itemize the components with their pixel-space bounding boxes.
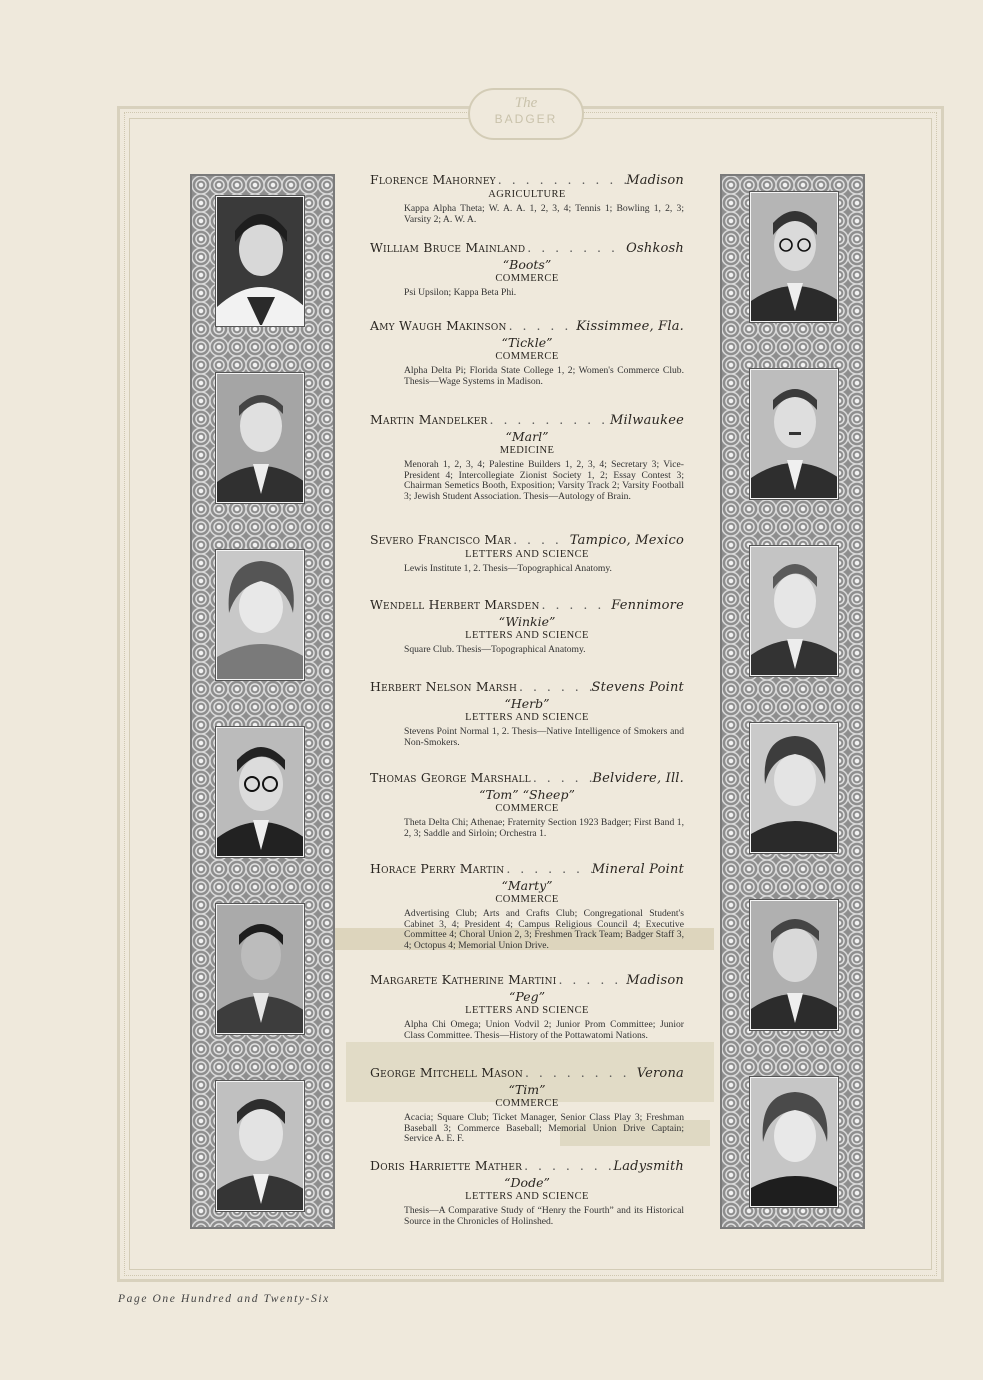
department: LETTERS AND SCIENCE [465, 712, 589, 723]
department: COMMERCE [495, 351, 559, 362]
nickname: “Winkie” [498, 614, 556, 629]
leader-dots [507, 318, 577, 333]
activities-text: Psi Upsilon; Kappa Beta Phi. [404, 287, 517, 298]
department: AGRICULTURE [488, 189, 566, 200]
student-name: Margarete Katherine Martini [370, 972, 557, 987]
portrait-photo-horace-martin [750, 546, 838, 676]
entry-heading [370, 770, 684, 786]
hometown: Tampico, Mexico [569, 533, 684, 548]
entry-heading [370, 972, 684, 988]
portrait-photo-margarete-martini [750, 723, 838, 853]
nickname: “Marty” [501, 878, 553, 893]
senior-entry [370, 972, 684, 1041]
department: COMMERCE [495, 1098, 559, 1109]
hometown: Madison [626, 973, 684, 988]
senior-entry [370, 679, 684, 748]
activities-text: Alpha Delta Pi; Florida State College 1, 2; Women's Commerce Club. Thesis—Wage Systems in Madison. [404, 365, 684, 387]
leader-dots [511, 532, 570, 547]
department: LETTERS AND SCIENCE [465, 1005, 589, 1016]
leader-dots [504, 861, 591, 876]
leader-dots [531, 770, 593, 785]
portrait-photo-doris-mather [750, 1077, 838, 1207]
senior-entry [370, 861, 684, 951]
department: MEDICINE [499, 445, 555, 456]
student-name: Wendell Herbert Marsden [370, 597, 540, 612]
activities-text: Square Club. Thesis—Topographical Anatomy. [404, 644, 586, 655]
student-name: George Mitchell Mason [370, 1065, 523, 1080]
badger-cartouche-logo [468, 88, 584, 140]
left-portrait-column [190, 174, 335, 1229]
portrait-photo-martin-mandelker [216, 727, 304, 857]
hometown: Oshkosh [626, 241, 684, 256]
nickname: “Tickle” [501, 335, 553, 350]
nickname: “Peg” [508, 989, 546, 1004]
nickname: “Tim” [508, 1082, 546, 1097]
hometown: Fennimore [611, 598, 684, 613]
entry-heading [370, 412, 684, 428]
nickname: “Boots” [502, 257, 552, 272]
senior-entry [370, 240, 684, 299]
senior-entry [370, 1158, 684, 1227]
leader-dots [488, 412, 611, 427]
entry-heading [370, 1065, 684, 1081]
senior-entry [370, 770, 684, 839]
senior-entry [370, 1065, 684, 1145]
student-name: Florence Mahorney [370, 172, 496, 187]
activities-text: Theta Delta Chi; Athenae; Fraternity Section 1923 Badger; First Band 1, 2, 3; Saddle and Sirloin; Orchestra 1. [404, 817, 684, 839]
entry-heading [370, 532, 684, 548]
activities-text: Menorah 1, 2, 3, 4; Palestine Builders 1, 2, 3, 4; Secretary 3; Vice-President 4; Intercollegiate Zionist Society 1, 2; Essay Contest 3; Chairman Semetics Booth, Exposition; Varsity Track 2; Varsity Football 3; Jewish Student Association. Thesis—Autology of Brain. [404, 459, 684, 502]
entry-heading [370, 679, 684, 695]
portrait-photo-herbert-marsh [750, 192, 838, 322]
cartouche-badger: BADGER [494, 112, 558, 126]
cartouche-the: The [514, 95, 538, 111]
portrait-photo-severo-mar [216, 904, 304, 1034]
senior-entry [370, 318, 684, 387]
department: LETTERS AND SCIENCE [465, 549, 589, 560]
activities-text: Advertising Club; Arts and Crafts Club; Congregational Student's Cabinet 3, 4; President 4; Campus Religious Council 4; Executive Committee 4; Choral Union 2, 3; Freshmen Track Team; Badger Staff 3, 4; Octopus 4; Memorial Union Drive. [404, 908, 684, 951]
activities-text: Lewis Institute 1, 2. Thesis—Topographical Anatomy. [404, 563, 612, 574]
department: LETTERS AND SCIENCE [465, 630, 589, 641]
portrait-photo-florence-mahorney [216, 196, 304, 326]
portrait-photo-thomas-marshall [750, 369, 838, 499]
department: LETTERS AND SCIENCE [465, 1191, 589, 1202]
senior-entry [370, 412, 684, 502]
student-name: Thomas George Marshall [370, 770, 531, 785]
hometown: Belvidere, Ill. [592, 771, 684, 786]
student-name: Amy Waugh Makinson [370, 318, 507, 333]
department: COMMERCE [495, 803, 559, 814]
student-name: Martin Mandelker [370, 412, 488, 427]
entry-heading [370, 172, 684, 188]
portrait-photo-wendell-marsden [216, 1081, 304, 1211]
right-portrait-column [720, 174, 865, 1229]
senior-entry [370, 532, 684, 575]
nickname: “Dode” [504, 1175, 550, 1190]
senior-entry [370, 172, 684, 225]
hometown: Stevens Point [591, 680, 684, 695]
activities-text: Thesis—A Comparative Study of “Henry the Fourth” and its Historical Source in the Chronicles of Holinshed. [404, 1205, 684, 1227]
entry-heading [370, 240, 684, 256]
hometown: Madison [626, 173, 684, 188]
senior-entry [370, 597, 684, 656]
hometown: Mineral Point [591, 862, 684, 877]
entry-heading [370, 318, 684, 334]
student-name: Severo Francisco Mar [370, 532, 512, 547]
hometown: Milwaukee [610, 413, 684, 428]
hometown: Ladysmith [613, 1159, 684, 1174]
department: COMMERCE [495, 894, 559, 905]
entry-heading [370, 1158, 684, 1174]
leader-dots [523, 1065, 637, 1080]
activities-text: Kappa Alpha Theta; W. A. A. 1, 2, 3, 4; Tennis 1; Bowling 1, 2, 3; Varsity 2; A. W. A. [404, 203, 684, 225]
hometown: Verona [636, 1066, 684, 1081]
nickname: “Tom” “Sheep” [479, 787, 575, 802]
leader-dots [525, 240, 626, 255]
nickname: “Marl” [505, 429, 549, 444]
portrait-photo-amy-makinson [216, 550, 304, 680]
nickname: “Herb” [504, 696, 550, 711]
department: COMMERCE [495, 273, 559, 284]
entry-heading [370, 597, 684, 613]
activities-text: Stevens Point Normal 1, 2. Thesis—Native Intelligence of Smokers and Non-Smokers. [404, 726, 684, 748]
leader-dots [540, 597, 612, 612]
leader-dots [556, 972, 626, 987]
activities-text: Alpha Chi Omega; Union Vodvil 2; Junior Prom Committee; Junior Class Committee. Thesis—History of the Pottawatomi Nations. [404, 1019, 684, 1041]
student-name: Herbert Nelson Marsh [370, 679, 517, 694]
portrait-photo-george-mason [750, 900, 838, 1030]
student-name: William Bruce Mainland [370, 240, 526, 255]
portrait-photo-william-mainland [216, 373, 304, 503]
student-name: Horace Perry Martin [370, 861, 505, 876]
page-number-label: Page One Hundred and Twenty-Six [118, 1293, 330, 1305]
activities-text: Acacia; Square Club; Ticket Manager, Senior Class Play 3; Freshman Baseball 3; Commerce Baseball; Memorial Union Drive Captain; Service A. E. F. [404, 1112, 684, 1145]
entry-heading [370, 861, 684, 877]
leader-dots [517, 679, 592, 694]
student-name: Doris Harriette Mather [370, 1158, 523, 1173]
leader-dots [496, 172, 626, 187]
hometown: Kissimmee, Fla. [576, 319, 684, 334]
leader-dots [522, 1158, 613, 1173]
